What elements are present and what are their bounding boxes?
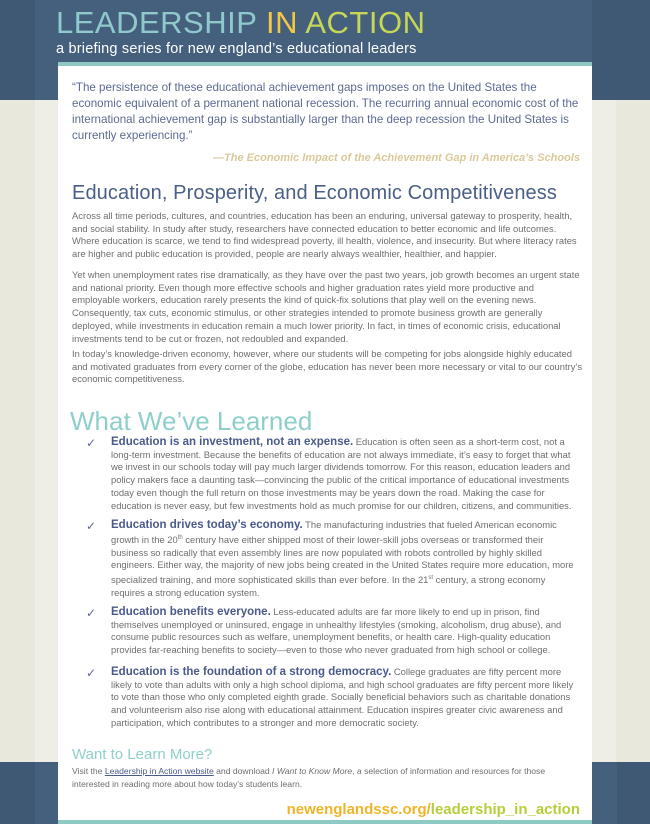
checkmark-icon: ✓ [86,436,97,450]
item-body: Less-educated adults are far more likely to end up in prison, find themselves unemployed or uninsured, engage in unhealthy lifestyles (smoking, alcoholism, drug abuse), and consume public resources such as welfare, unemployment benefits, or health care. High-quality education provides far-reaching benefits to society—even to those who never graduated from high school or college. [111,606,562,656]
checkmark-icon: ✓ [86,606,97,620]
item-body: College graduates are fifty percent more likely to vote than adults with only a high school diploma, and high school graduates are fifty percent more likely to vote than those who only completed eighth grade. Socially beneficial behaviors such as charitable donations and volunteerism also rise along with educational attainment. Education inspires greater civic awareness and participation, which contributes to a stronger and more democratic society. [111,666,574,728]
checkmark-icon: ✓ [86,666,97,680]
paragraph-1: Across all time periods, cultures, and countries, education has been an enduring, universal gateway to prosperity, health, and social stability. In study after study, researchers have connected education to better economic and life outcomes. Where education is scarce, we tend to find widespread poverty, ill health, violence, and insecurity. But where literacy rates are higher and public education is provided, people are nearly always wealthier, healthier, and happier. [72,210,577,260]
list-item [86,519,580,599]
item-body: Education is often seen as a short-term cost, not a long-term investment. Because the benefits of education are not always immediate, it’s easy to forget that what we invest in our schools today will pay much larger dividends tomorrow. For this reason, education leaders and policy makers face a daunting task—convincing the public of the critical importance of educational investments today even though the full return on those investments may be years down the road. Making the case for education is never easy, but few investments hold as much promise for our children, citizens, and communities. [111,436,572,511]
superscript: st [428,574,434,581]
section-heading-learn-more: Want to Learn More? [72,746,213,763]
item-body: The manufacturing industries that fueled American economic growth in the 20 [111,519,557,545]
url-path: leadership_in_action [430,801,580,818]
publication-title: I Want to Know More [272,766,353,776]
masthead [56,6,425,58]
text: and download [213,766,273,776]
item-lead: Education is the foundation of a strong democracy. [111,666,392,678]
paragraph-2: Yet when unemployment rates rise dramatically, as they have over the past two years, job growth becomes an urgent state and national priority. Even though more effective schools and higher graduation rates yield more productive and employable workers, education rarely presents the kind of quick-fix solutions that play well on the evening news. Consequently, tax cuts, economic stimulus, or other strategies intended to promote business growth are generally deployed, while investments in education remain a much lower priority. In fact, in times of economic crisis, educational investments tend to be cut or frozen, not redoubled and expanded. [72,269,580,344]
title-in: IN [265,5,306,40]
item-lead: Education benefits everyone. [111,606,271,618]
section-heading-learned: What We’ve Learned [70,406,313,436]
item-body: century have either shipped most of their lower-skill jobs overseas or transformed their business so radically that even assembly lines are now populated with robots controlled by highly skilled engineers. Either way, the majority of new jobs being created in the United States require more education, more specialized training, and more sophisticated skills than ever before. In the 21 [111,533,574,586]
checkmark-icon: ✓ [86,519,97,533]
text: Visit the [72,766,105,776]
superscript: th [177,534,183,541]
section-heading-prosperity: Education, Prosperity, and Economic Competitiveness [72,182,557,204]
title-action: ACTION [305,5,426,40]
paragraph-3: In today’s knowledge-driven economy, however, where our students will be competing for jobs alongside highly educated and motivated graduates from every corner of the globe, education has never been more necessary or vital to our country’s economic competitiveness. [72,348,583,385]
pull-quote: “The persistence of these educational achievement gaps imposes on the United States the economic equivalent of a permanent national recession. The recurring annual economic cost of the international achievement gap is substantially larger than the deep recession the United States is currently experiencing.” [72,81,579,142]
panel-bottom-border [58,820,592,824]
list-item [86,436,580,512]
masthead-title [56,6,425,40]
leadership-website-link[interactable]: Leadership in Action website [104,766,214,776]
item-body: century, a strong economy requires a strong education system. [111,574,546,598]
content-panel [58,62,592,824]
list-item [86,666,580,730]
title-leadership: LEADERSHIP [56,5,266,40]
url-domain: newenglandssc.org/ [286,801,431,818]
website-url[interactable] [287,801,580,818]
background-right-column [592,100,616,762]
learn-more-paragraph [72,765,572,790]
item-lead: Education is an investment, not an expense. [111,436,354,448]
item-lead: Education drives today’s economy. [111,519,303,531]
list-item [86,606,580,657]
quote-attribution: —The Economic Impact of the Achievement Gap in America’s Schools [213,152,580,164]
text: , a selection of information and resources for those interested in reading more about how today’s students learn. [72,766,546,789]
masthead-subtitle: a briefing series for new england’s educational leaders [56,41,417,57]
background-left-column [35,100,58,762]
